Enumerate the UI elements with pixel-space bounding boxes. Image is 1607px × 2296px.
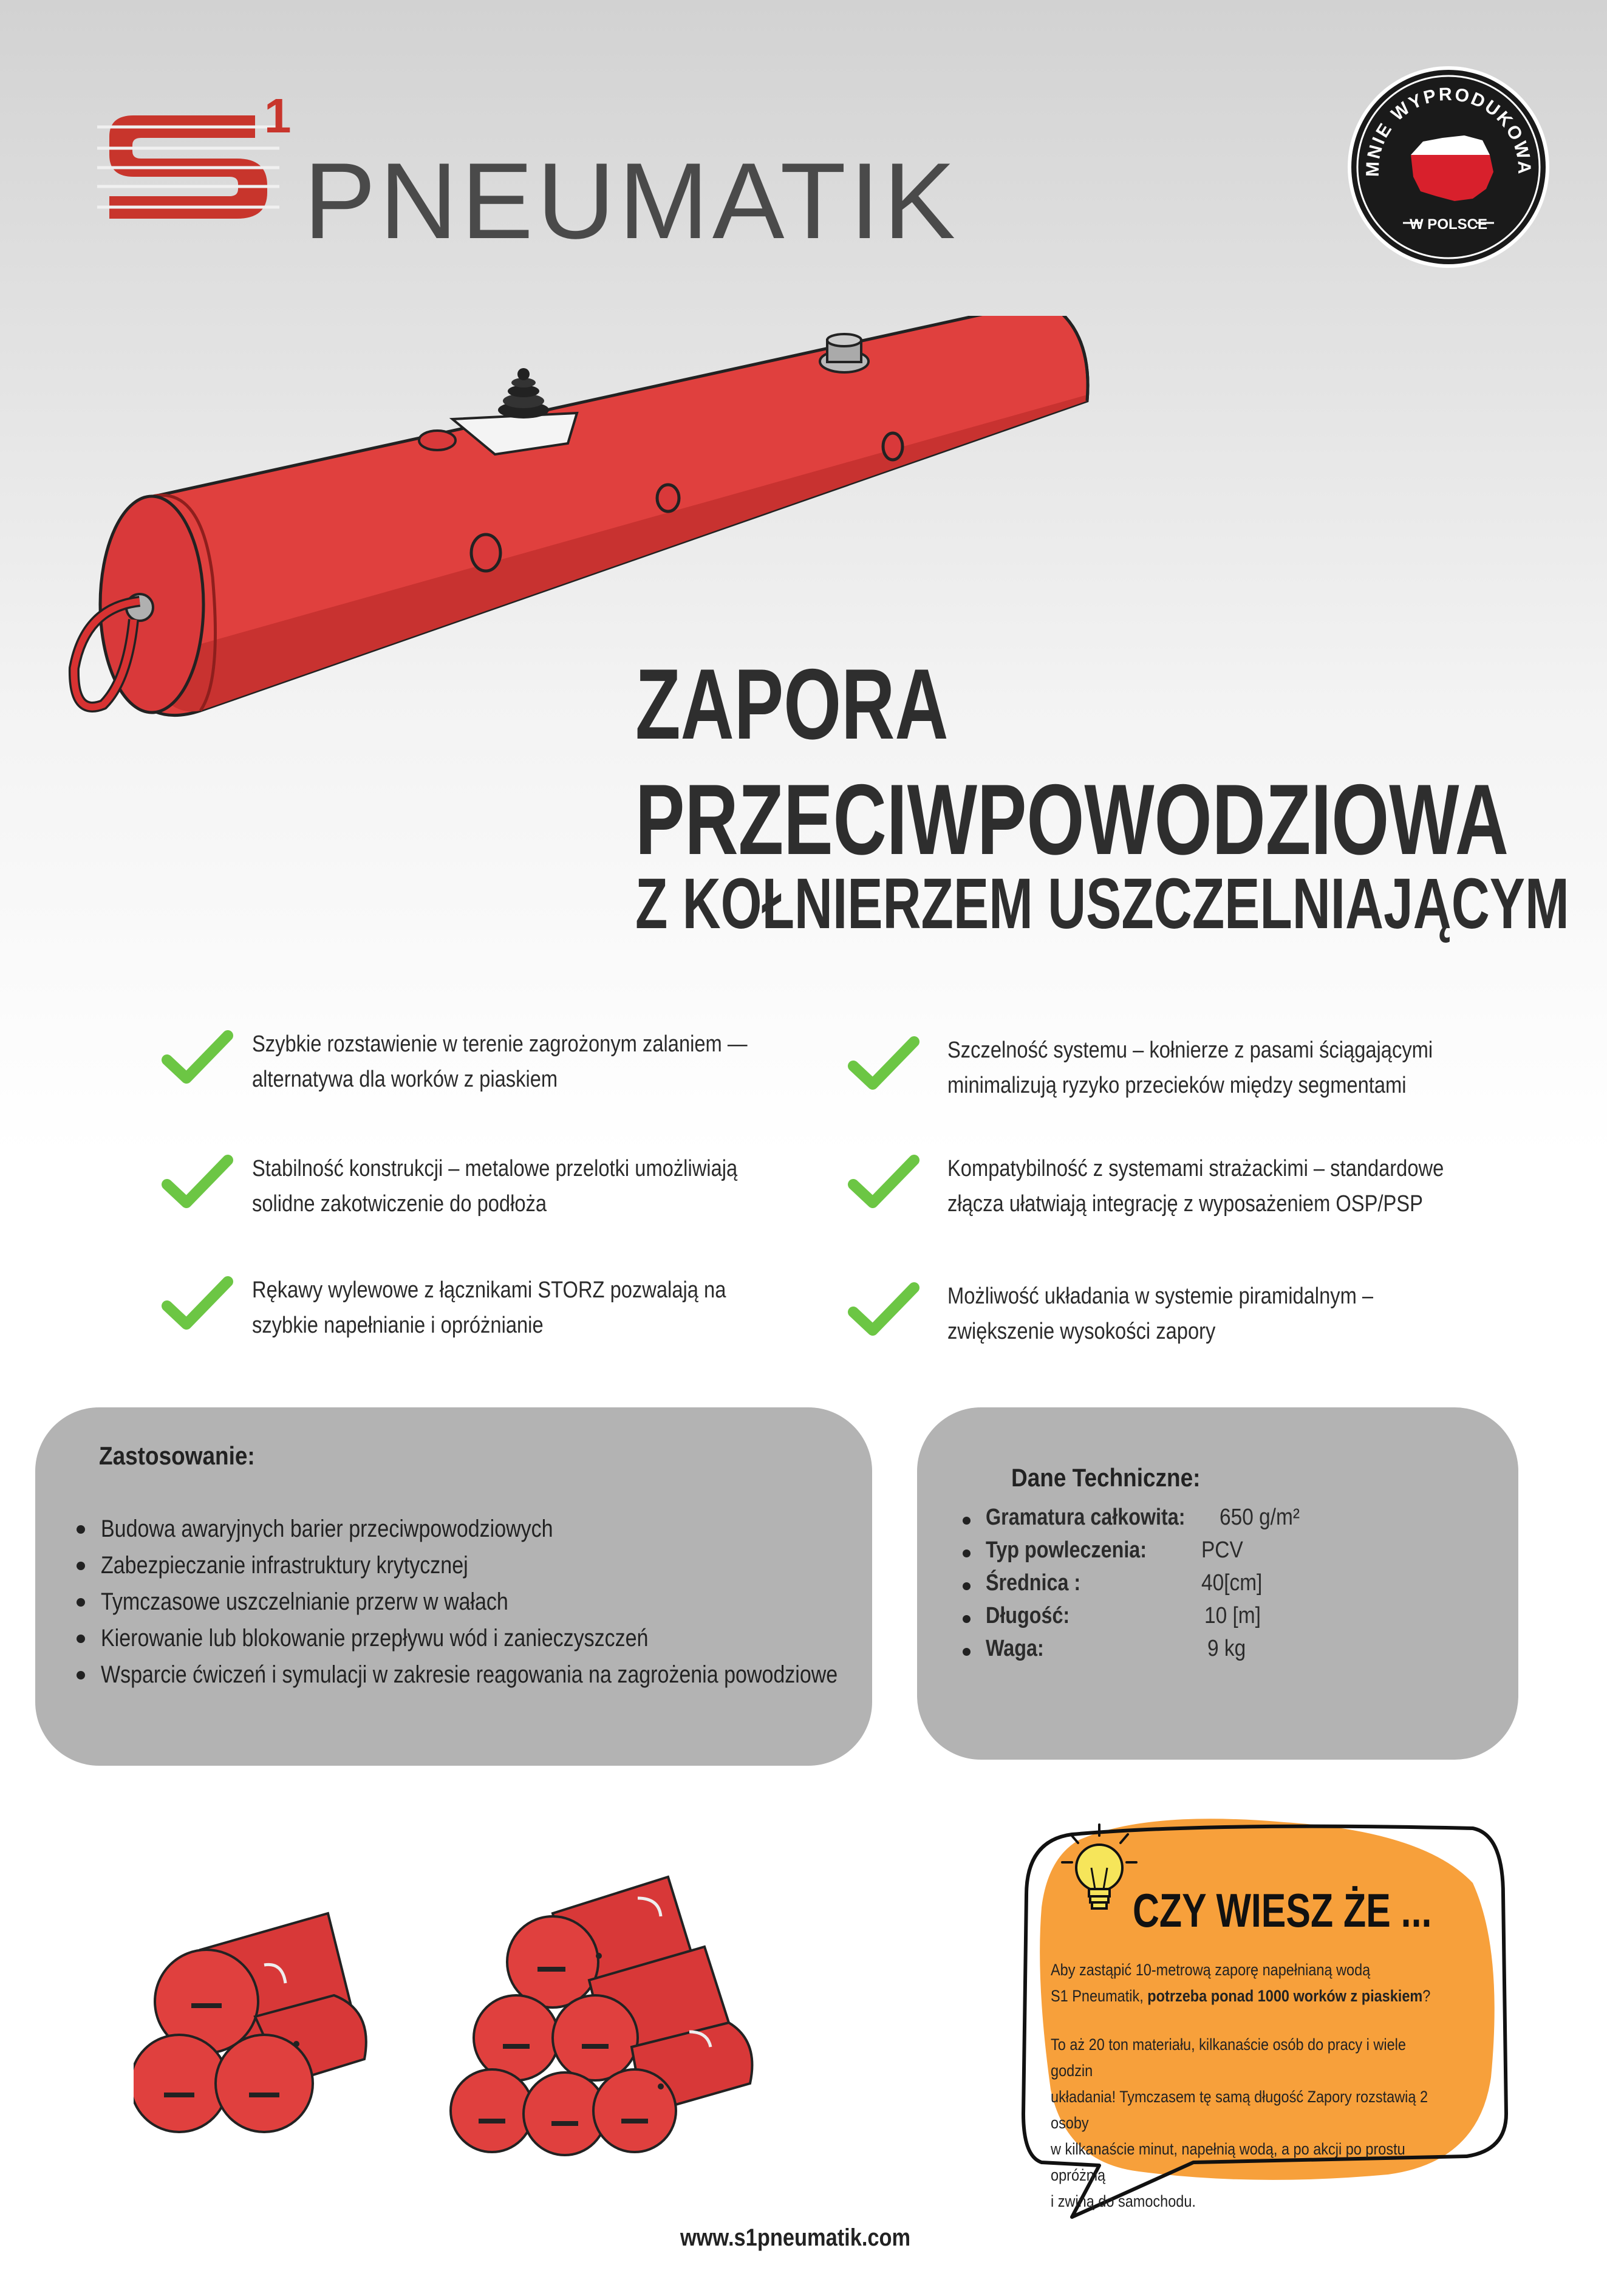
check-icon [161, 1027, 234, 1087]
feature-text-line: Rękawy wylewowe z łącznikami STORZ pozwalają na [252, 1277, 726, 1303]
dyk-text-line: i zwiną do samochodu. [1051, 2192, 1196, 2210]
title-line-2: PRZECIWPOWODZIOWA [635, 764, 1509, 875]
table-row [986, 1603, 1350, 1636]
feature-text-line: alternatywa dla worków z piaskiem [252, 1067, 558, 1092]
logo-wordmark: PNEUMATIK [304, 140, 960, 261]
logo-sup: 1 [264, 89, 292, 143]
list-item: Tymczasowe uszczelnianie przerw w wałach [101, 1584, 967, 1620]
dyk-text-line: To aż 20 ton materiału, kilkanaście osób do pracy i wiele godzin [1051, 2035, 1406, 2080]
stacked-tubes-pyramid-3-illustration [134, 1907, 389, 2162]
check-icon [847, 1279, 920, 1339]
made-in-poland-badge [1345, 64, 1552, 270]
feature-text-line: szybkie napełnianie i opróżnianie [252, 1313, 544, 1338]
did-you-know-paragraph-2 [1051, 2032, 1431, 2215]
dyk-text: ? [1422, 1987, 1431, 2005]
tech-label: Długość: [986, 1603, 1070, 1628]
did-you-know-title: CZY WIESZ ŻE ... [1133, 1884, 1432, 1937]
feature-text-line: Szybkie rozstawienie w terenie zagrożonym zalaniem — [252, 1031, 748, 1057]
table-row [986, 1570, 1350, 1603]
table-row [986, 1537, 1350, 1570]
list-item: Kierowanie lub blokowanie przepływu wód i zanieczyszczeń [101, 1620, 967, 1656]
stacked-tubes-pyramid-6-illustration [449, 1865, 765, 2181]
technical-heading: Dane Techniczne: [1011, 1463, 1201, 1492]
feature-text-line: Szczelność systemu – kołnierze z pasami ściągającymi [947, 1037, 1433, 1063]
dyk-bold-text: potrzeba ponad 1000 worków z piaskiem [1147, 1987, 1423, 2005]
feature-text-line: minimalizują ryzyko przecieków między segmentami [947, 1073, 1407, 1098]
dyk-text-line: układania! Tymczasem tę samą długość Zapory rozstawią 2 osoby [1051, 2088, 1428, 2132]
filler-cap-icon [820, 334, 868, 372]
technical-table [986, 1505, 1472, 1687]
tech-value: 9 kg [1207, 1636, 1246, 1661]
tech-label: Typ powleczenia: [986, 1537, 1147, 1563]
tech-value: 40[cm] [1201, 1570, 1263, 1596]
feature-text-line: Kompatybilność z systemami strażackimi – standardowe [947, 1156, 1444, 1181]
check-icon [161, 1273, 234, 1333]
tech-label: Gramatura całkowita: [986, 1505, 1186, 1530]
tech-value: PCV [1201, 1537, 1243, 1563]
dyk-text-line: Aby zastąpić 10-metrową zaporę napełnianą wodą [1051, 1961, 1371, 1979]
application-panel [35, 1407, 872, 1766]
dyk-text-line: w kilkanaście minut, napełnią wodą, a po akcji po prostu opróżnią [1051, 2140, 1405, 2184]
feature-text-line: złącza ułatwiają integrację z wyposażeniem OSP/PSP [947, 1191, 1423, 1217]
badge-top-text: MNIE WYPRODUKOWA [1362, 84, 1535, 177]
check-icon [847, 1151, 920, 1212]
technical-panel [917, 1407, 1518, 1760]
feature-text-line: solidne zakotwiczenie do podłoża [252, 1191, 547, 1217]
footer-website-link[interactable]: www.s1pneumatik.com [680, 2224, 911, 2251]
title-line-3: Z KOŁNIERZEM USZCZELNIAJĄCYM [635, 864, 1569, 944]
feature-text-line: Możliwość układania w systemie piramidalnym – [947, 1283, 1374, 1309]
tech-value: 10 [m] [1204, 1603, 1261, 1628]
tech-value: 650 g/m² [1220, 1505, 1300, 1530]
check-icon [161, 1151, 234, 1212]
table-row [986, 1505, 1350, 1537]
poland-map-icon [1411, 135, 1493, 201]
check-icon [847, 1033, 920, 1093]
flood-barrier-tube-illustration [61, 316, 1105, 753]
list-item: Wsparcie ćwiczeń i symulacji w zakresie reagowania na zagrożenia powodziowe [101, 1656, 967, 1693]
dyk-text: S1 Pneumatik, [1051, 1987, 1144, 2005]
application-heading: Zastosowanie: [99, 1441, 255, 1470]
title-line-1: ZAPORA [635, 648, 949, 760]
tech-label: Waga: [986, 1636, 1044, 1661]
table-row [986, 1636, 1350, 1669]
feature-text-line: zwiększenie wysokości zapory [947, 1319, 1216, 1344]
application-list [101, 1511, 967, 1693]
list-item: Zabezpieczanie infrastruktury krytycznej [101, 1547, 967, 1584]
did-you-know-paragraph-1 [1051, 1957, 1431, 2009]
lightbulb-icon [1060, 1822, 1139, 1932]
valve-icon [498, 368, 549, 419]
tech-label: Średnica : [986, 1570, 1081, 1596]
badge-bottom-text: W POLSCE [1409, 216, 1488, 233]
list-item: Budowa awaryjnych barier przeciwpowodziowych [101, 1511, 967, 1547]
logo-mark-icon [97, 100, 285, 228]
feature-text-line: Stabilność konstrukcji – metalowe przelotki umożliwiają [252, 1156, 738, 1181]
